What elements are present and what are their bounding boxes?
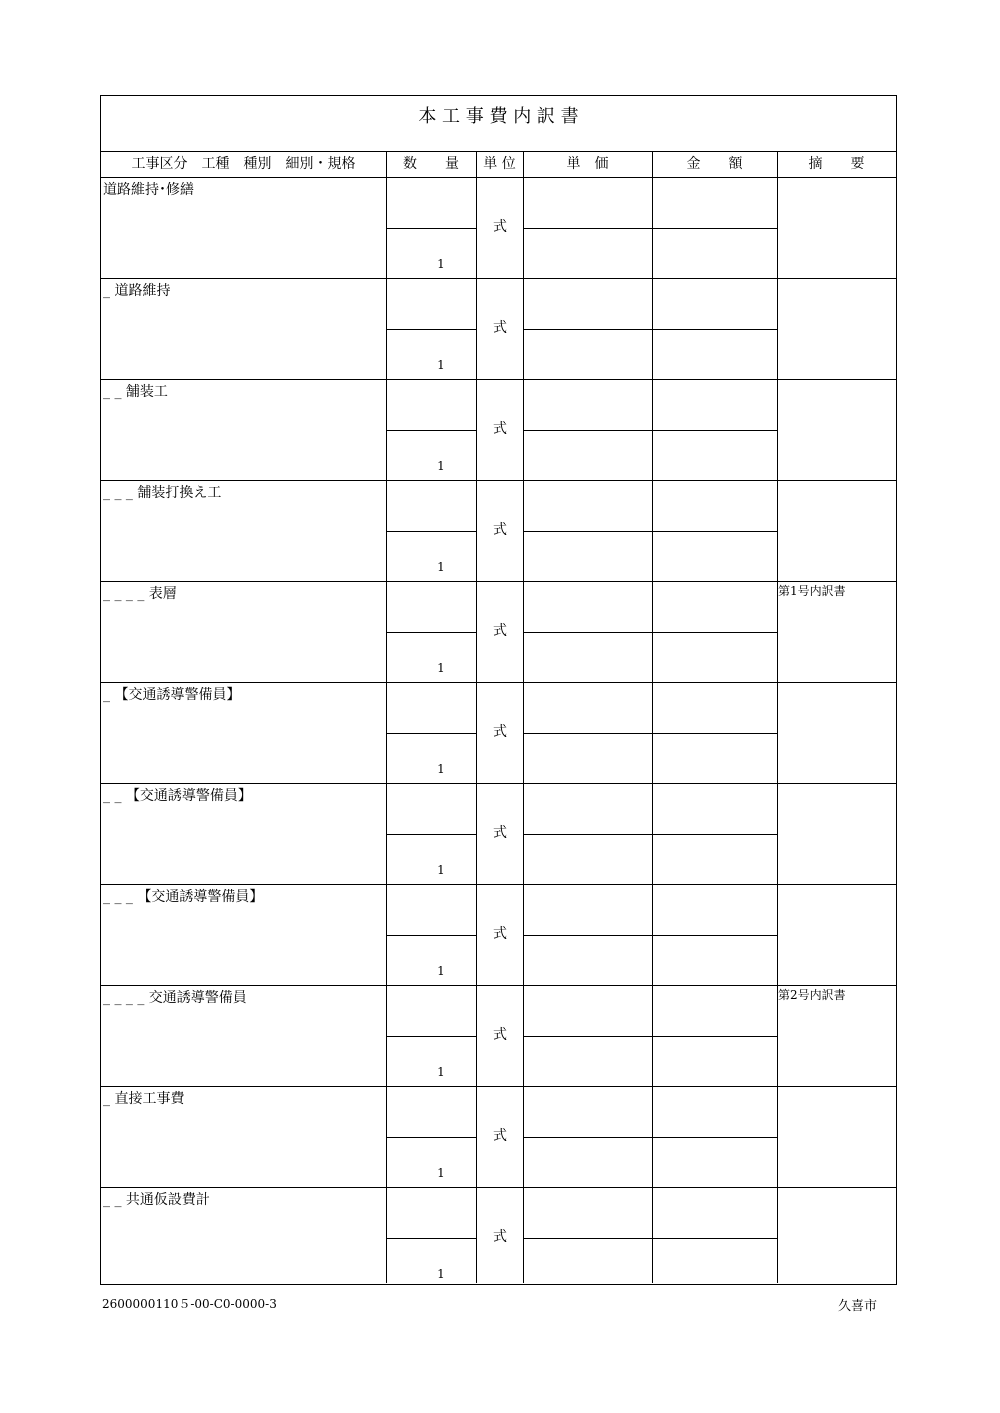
item-note: 第2号内訳書 bbox=[778, 988, 846, 1002]
item-name: _ _ 共通仮設費計 bbox=[103, 1192, 210, 1208]
item-unit: 式 bbox=[493, 1027, 507, 1043]
item-quantity: 1 bbox=[437, 1267, 445, 1281]
qty-mid-line bbox=[386, 632, 476, 633]
qty-mid-line bbox=[386, 1238, 476, 1239]
item-unit: 式 bbox=[493, 320, 507, 336]
value-mid-line bbox=[523, 1036, 777, 1037]
row-divider bbox=[101, 278, 896, 279]
item-unit: 式 bbox=[493, 825, 507, 841]
column-divider bbox=[777, 152, 778, 1283]
item-unit: 式 bbox=[493, 926, 507, 942]
item-name: _ _ _ 舗装打換え工 bbox=[103, 485, 222, 501]
item-name: _ _ 【交通誘導警備員】 bbox=[103, 788, 252, 804]
item-name: _ 【交通誘導警備員】 bbox=[103, 687, 241, 703]
qty-mid-line bbox=[386, 935, 476, 936]
qty-mid-line bbox=[386, 228, 476, 229]
item-quantity: 1 bbox=[437, 661, 445, 675]
item-note: 第1号内訳書 bbox=[778, 584, 846, 598]
row-divider bbox=[101, 985, 896, 986]
value-mid-line bbox=[523, 329, 777, 330]
value-mid-line bbox=[523, 935, 777, 936]
header-amount: 金 額 bbox=[686, 156, 743, 172]
row-divider bbox=[101, 783, 896, 784]
row-divider bbox=[101, 1086, 896, 1087]
row-divider bbox=[101, 884, 896, 885]
item-name: 道路維持･修繕 bbox=[103, 182, 194, 198]
value-mid-line bbox=[523, 531, 777, 532]
estimate-sheet bbox=[100, 95, 897, 1285]
item-unit: 式 bbox=[493, 1128, 507, 1144]
qty-mid-line bbox=[386, 1137, 476, 1138]
city-name: 久喜市 bbox=[838, 1299, 878, 1314]
qty-mid-line bbox=[386, 834, 476, 835]
header-unit: 単 位 bbox=[483, 156, 516, 172]
column-divider bbox=[652, 152, 653, 1283]
item-quantity: 1 bbox=[437, 560, 445, 574]
value-mid-line bbox=[523, 834, 777, 835]
item-name: _ _ 舗装工 bbox=[103, 384, 168, 400]
item-name: _ 直接工事費 bbox=[103, 1091, 185, 1107]
item-unit: 式 bbox=[493, 724, 507, 740]
item-unit: 式 bbox=[493, 522, 507, 538]
document-code: 2600000110５-00-C0-0000-3 bbox=[102, 1297, 277, 1311]
value-mid-line bbox=[523, 1238, 777, 1239]
item-unit: 式 bbox=[493, 219, 507, 235]
item-name: _ _ _ _ 表層 bbox=[103, 586, 177, 602]
item-quantity: 1 bbox=[437, 1166, 445, 1180]
item-quantity: 1 bbox=[437, 964, 445, 978]
column-divider bbox=[386, 152, 387, 1283]
item-name: _ _ _ 【交通誘導警備員】 bbox=[103, 889, 264, 905]
row-divider bbox=[101, 480, 896, 481]
qty-mid-line bbox=[386, 531, 476, 532]
qty-mid-line bbox=[386, 1036, 476, 1037]
row-divider bbox=[101, 682, 896, 683]
qty-mid-line bbox=[386, 430, 476, 431]
item-unit: 式 bbox=[493, 421, 507, 437]
value-mid-line bbox=[523, 430, 777, 431]
value-mid-line bbox=[523, 632, 777, 633]
value-mid-line bbox=[523, 228, 777, 229]
item-quantity: 1 bbox=[437, 358, 445, 372]
item-unit: 式 bbox=[493, 623, 507, 639]
item-quantity: 1 bbox=[437, 459, 445, 473]
qty-mid-line bbox=[386, 733, 476, 734]
item-quantity: 1 bbox=[437, 257, 445, 271]
value-mid-line bbox=[523, 733, 777, 734]
item-name: _ _ _ _ 交通誘導警備員 bbox=[103, 990, 247, 1006]
row-divider bbox=[101, 1187, 896, 1188]
row-divider bbox=[101, 581, 896, 582]
row-divider bbox=[101, 379, 896, 380]
header-price: 単 価 bbox=[566, 156, 609, 172]
item-quantity: 1 bbox=[437, 863, 445, 877]
item-quantity: 1 bbox=[437, 1065, 445, 1079]
item-unit: 式 bbox=[493, 1229, 507, 1245]
header-qty: 数 量 bbox=[403, 156, 459, 172]
item-quantity: 1 bbox=[437, 762, 445, 776]
value-mid-line bbox=[523, 1137, 777, 1138]
document-title: 本 工 事 費 内 訳 書 bbox=[101, 96, 896, 152]
qty-mid-line bbox=[386, 329, 476, 330]
header-note: 摘 要 bbox=[808, 156, 865, 172]
item-name: _ 道路維持 bbox=[103, 283, 171, 299]
header-item: 工事区分 工種 種別 細別・規格 bbox=[131, 156, 356, 172]
